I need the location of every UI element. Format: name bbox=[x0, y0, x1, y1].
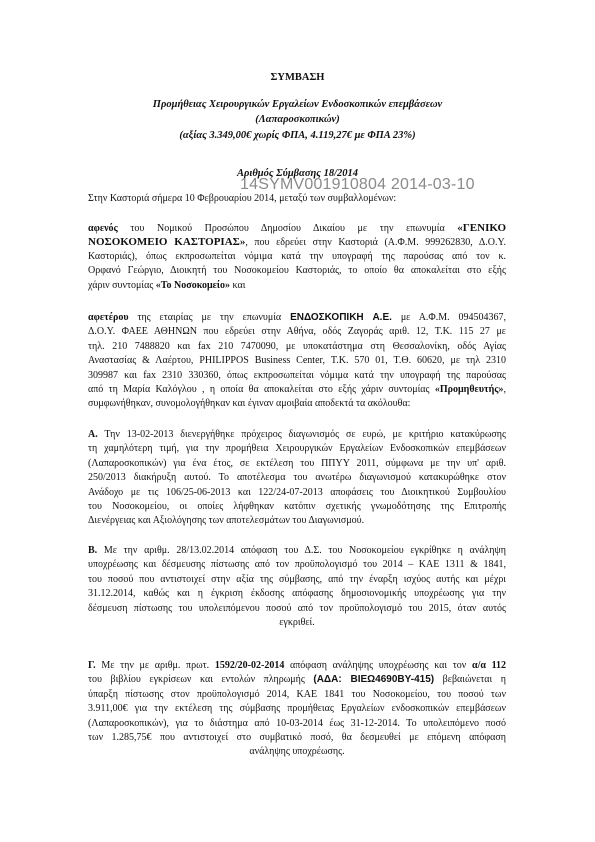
section-b-line: υποχρέωσης και δέσμευσης πίστωσης από τον προϋπολογισμό του 2014 – ΚΑΕ 1311 & 1841, bbox=[88, 559, 506, 571]
section-b-line: δέσμευση πίστωσης του υπολειπόμενου ποσού από τον προϋπολογισμό του 2015, όταν αυτός bbox=[88, 602, 506, 614]
hospital-name-end: ΝΟΣΟΚΟΜΕΙΟ ΚΑΣΤΟΡΙΑΣ» bbox=[88, 236, 246, 249]
ada-code: (ΑΔΑ: ΒΙΕΩ4690ΒΥ-415) bbox=[313, 674, 435, 686]
protocol-number: 1592/20-02-2014 bbox=[214, 660, 285, 671]
party-one-text: , που εδρεύει στην Καστοριά (Α.Φ.Μ. 999262830, Δ.Ο.Υ. bbox=[245, 237, 506, 249]
intro-line: Στην Καστοριά σήμερα 10 Φεβρουαρίου 2014, μεταξύ των συμβαλλομένων: bbox=[88, 193, 397, 204]
section-a-line bbox=[88, 428, 506, 442]
section-a-line: τη χαμηλότερη τιμή, για την προμήθεια Χειρουργικών Εργαλείων Ενδοσκοπικών επεμβάσεων bbox=[88, 443, 506, 455]
section-g-text: απόφαση ανάληψης υποχρέωσης και τον bbox=[290, 660, 467, 671]
section-g-text: Με την με αριθμ. πρωτ. bbox=[101, 660, 210, 671]
section-g-line: (Λαπαροσκοπικών), για το διάστημα από 10-03-2014 έως 31-12-2014. Το υπολειπόμενο ποσό bbox=[88, 717, 506, 729]
party-two-line: Δ.Ο.Υ. ΦΑΕΕ ΑΘΗΝΩΝ που εδρεύει στην Αθήνα, οδός Ζαγοράς αριθ. 12, Τ.Κ. 115 27 με bbox=[88, 326, 506, 338]
section-g-line bbox=[88, 659, 506, 673]
section-g-text: βεβαιώνεται η bbox=[442, 674, 506, 686]
section-g-label: Γ. bbox=[88, 660, 96, 671]
party-one-line bbox=[88, 221, 506, 235]
section-b-line: του ποσού που αντιστοιχεί στην αξία της σύμβασης, από την έναρξη ισχύος αυτής και μέχρι bbox=[88, 573, 506, 585]
section-g-line: 3.911,00€ για την εκτέλεση της σύμβασης προμήθειας Εργαλείων ενδοσκοπικών επεμβάσεων bbox=[88, 703, 506, 715]
contract-value-line: (αξίας 3.349,00€ χωρίς ΦΠΑ, 4.119,27€ με ΦΠΑ 23%) bbox=[179, 130, 416, 141]
party-one-label: αφενός bbox=[88, 223, 118, 234]
contract-number: Αριθμός Σύμβασης 18/2014 bbox=[237, 168, 358, 179]
party-one-text: χάριν συντομίας bbox=[88, 279, 154, 291]
party-two-paragraph bbox=[88, 311, 506, 412]
section-b-paragraph bbox=[88, 544, 506, 630]
section-b-line: 31.12.2014, καθώς και η έγκριση έκδοσης απόφασης δημοσιονομικής υποχρέωσης για την bbox=[88, 588, 506, 600]
section-g-text: του βιβλίου εγκρίσεων και εντολών πληρωμής bbox=[88, 674, 305, 686]
party-one-paragraph bbox=[88, 221, 506, 293]
party-two-text: με Α.Φ.Μ. 094504367, bbox=[400, 312, 506, 323]
party-one-line bbox=[88, 235, 506, 249]
section-b-label: Β. bbox=[88, 545, 98, 556]
party-two-line: 309987 και fax 2310 330360, όπως εκπροσωπείται νόμιμα κατά την υπογραφή της παρούσας bbox=[88, 369, 506, 381]
section-g-paragraph bbox=[88, 659, 506, 760]
section-a-line: 250/2013 διακήρυξη αυτού. Το αποτέλεσμα του ανωτέρω διαγωνισμού κατακυρώθηκε στον bbox=[88, 472, 506, 484]
section-a-label: Α. bbox=[88, 429, 98, 440]
section-g-line: ανάληψης υποχρέωσης. bbox=[249, 746, 345, 758]
hospital-short-name: «Το Νοσοκομείο» bbox=[155, 279, 231, 291]
section-b-line bbox=[88, 544, 506, 558]
section-b-line: εγκριθεί. bbox=[279, 616, 315, 628]
section-a-line: του Νοσοκομείου, οι οποίες λήφθηκαν κατόπιν σχετικής γνωμοδότησης της Επιτροπής bbox=[88, 500, 506, 512]
document-subtitle-paren: (Λαπαροσκοπικών) bbox=[255, 114, 340, 125]
entry-number: α/α 112 bbox=[471, 660, 506, 671]
section-a-line: (Λαπαροσκοπικών) για ένα έτος, σε εκτέλεση του ΠΠΥΥ 2011, σύμφωνα με την υπ' αριθ. bbox=[88, 457, 506, 469]
section-b-text: Με την αριθμ. 28/13.02.2014 απόφαση του Δ.Σ. του Νοσοκομείου εγκρίθηκε η ανάληψη bbox=[103, 545, 506, 556]
hospital-name-start: «ΓΕΝΙΚΟ bbox=[457, 222, 506, 234]
party-two-text: της εταιρίας με την επωνυμία bbox=[137, 312, 282, 323]
party-two-line bbox=[88, 311, 506, 325]
section-a-text: Την 13-02-2013 διενεργήθηκε πρόχειρος διαγωνισμός σε ευρώ, με κριτήριο κατακύρωσης bbox=[104, 429, 506, 440]
ada-watermark: 14SYMV001910804 2014-03-10 bbox=[240, 176, 475, 193]
party-two-line: τηλ. 210 7488820 και fax 210 7470090, με υποκατάστημα στη Θεσσαλονίκη, οδός Αγίας bbox=[88, 340, 506, 352]
document-subtitle: Προμήθειας Χειρουργικών Εργαλείων Ενδοσκοπικών επεμβάσεων bbox=[152, 99, 443, 110]
supplier-name: ΕΝΔΟΣΚΟΠΙΚΗ Α.Ε. bbox=[290, 312, 392, 323]
section-a-line: Διενέργειας και Αξιολόγησης των αποτελεσμάτων του Διαγωνισμού. bbox=[88, 515, 365, 527]
section-g-line: των 1.285,75€ που αντιστοιχεί στο συμβατικό ποσό, θα δεσμευθεί με επόμενη απόφαση bbox=[88, 731, 506, 743]
party-one-text: και bbox=[232, 279, 246, 291]
section-a-line: Ανάδοχο με τις 106/25-06-2013 και 122/24-07-2013 αποφάσεις του Διοικητικού Συμβουλίου bbox=[88, 486, 506, 498]
party-one-line: Ορφανό Γεώργιο, Διοικητή του Νοσοκομείου Καστοριάς, το οποίο θα αποκαλείται στο εξής bbox=[88, 265, 506, 277]
party-two-line bbox=[88, 383, 506, 397]
section-g-line bbox=[88, 673, 506, 687]
party-two-text: , bbox=[503, 383, 506, 395]
party-one-line bbox=[88, 279, 506, 293]
party-one-line: Καστοριάς), όπως εκπροσωπείται νόμιμα κατά την υπογραφή της παρούσας από τον κ. bbox=[88, 250, 506, 262]
party-two-line: Αναστασίας & Λαέρτου, PHILIPPOS Business Center, Τ.Κ. 570 01, Τ.Θ. 60620, με τηλ 2310 bbox=[88, 355, 506, 367]
party-two-text: από τη Μαρία Καλόγλου , η οποία θα αποκαλείται στο εξής χάριν συντομίας bbox=[88, 383, 430, 395]
intro-paragraph bbox=[88, 192, 506, 206]
party-two-line: συμφωνήθηκαν, συνομολογήθηκαν και έγιναν αμοιβαία αποδεκτά τα ακόλουθα: bbox=[88, 398, 411, 410]
supplier-short-name: «Προμηθευτής» bbox=[434, 383, 504, 395]
section-g-line: ύπαρξη πίστωσης στον προϋπολογισμό 2014, ΚΑΕ 1841 του Νοσοκομείου, του ποσού των bbox=[88, 688, 506, 700]
party-one-text: του Νομικού Προσώπου Δημοσίου Δικαίου με την επωνυμία bbox=[130, 223, 445, 234]
document-title: ΣΥΜΒΑΣΗ bbox=[270, 72, 325, 83]
party-two-label: αφετέρου bbox=[88, 312, 129, 323]
section-a-paragraph bbox=[88, 428, 506, 529]
